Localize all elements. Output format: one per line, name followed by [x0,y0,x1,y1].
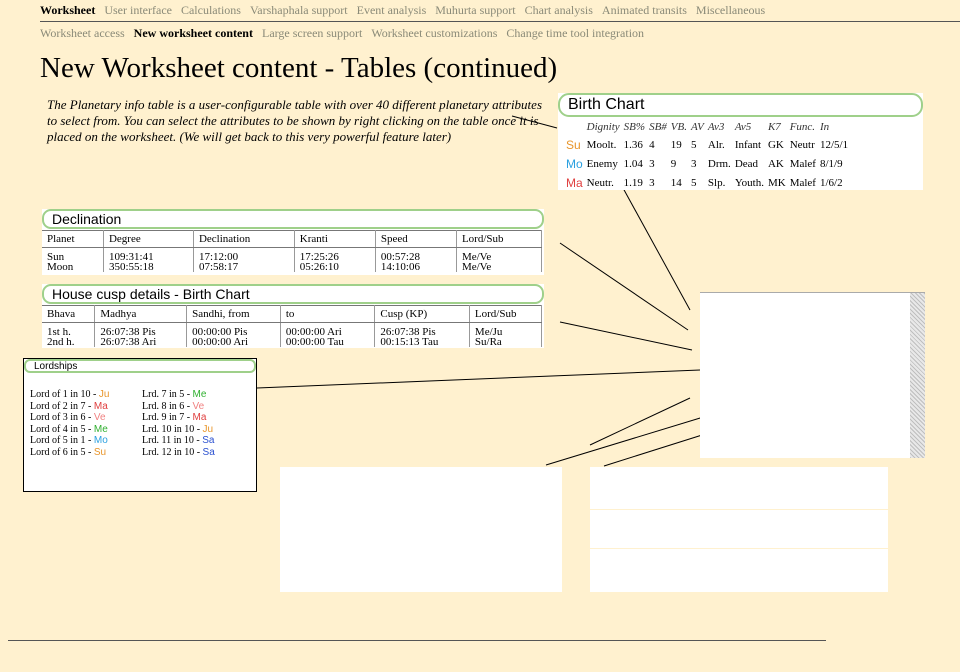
subnav-link-3[interactable]: Worksheet customizations [371,26,498,40]
table-cell: 4 [649,138,655,151]
table-cell: 07:58:17 [193,262,294,272]
table-cell: 109:31:41 [103,248,193,263]
subnav-link-4[interactable]: Change time tool integration [506,26,645,40]
table-cell: Infant [734,138,762,151]
column-header: In [819,121,830,133]
lordships-title: Lordships [24,359,256,373]
column-header: Sandhi, from [187,306,281,323]
nav-link-6[interactable]: Chart analysis [524,3,593,17]
table-cell: Malef [789,157,816,170]
nav-link-1[interactable]: User interface [104,3,172,17]
table-row[interactable] [42,323,542,338]
table-cell: 17:25:26 [294,248,375,263]
column-header: Declination [193,231,294,248]
declination-grid [42,230,542,272]
table-cell: 26:07:38 Pis [95,323,187,338]
column-header: to [280,306,375,323]
house-cusp-grid [42,305,542,347]
house-rulers-table[interactable] [590,467,888,509]
lordship-planet: Mo [93,435,108,446]
table-cell: 00:15:13 Tau [375,337,470,347]
subnav-link-2[interactable]: Large screen support [261,26,363,40]
table-cell: Dead [734,157,759,170]
house-cusp-title: House cusp details - Birth Chart [42,284,544,304]
column-header: Av3 [707,121,725,133]
lordship-entry [142,389,215,401]
house-cusp-table[interactable] [42,284,544,348]
elements-grid [280,467,562,592]
table-cell: 1.36 [623,138,643,151]
column-header: Madhya [95,306,187,323]
lordship-entry [30,435,109,447]
lordship-text: Lord of 5 in 1 - [30,435,94,446]
lordship-entry [30,412,109,424]
column-header: Kranti [294,231,375,248]
table-cell: 2nd h. [42,337,95,347]
nav-link-3[interactable]: Varshaphala support [249,3,348,17]
nav-link-2[interactable]: Calculations [180,3,241,17]
birth-chart-grid [566,119,852,190]
table-cell: 17:12:00 [193,248,294,263]
table-cell: Moon [42,262,103,272]
column-header: K7 [767,121,781,133]
page-title: New Worksheet content - Tables (continued) [40,52,558,84]
column-header: Lord/Sub [469,306,541,323]
planet-details-menu[interactable] [700,292,925,458]
table-cell: 00:00:00 Tau [280,337,375,347]
nav-link-5[interactable]: Muhurta support [435,3,516,17]
table-cell: 1/6/2 [819,176,843,189]
column-header: SB# [649,121,667,133]
column-header: Planet [42,231,103,248]
table-row[interactable] [42,248,542,263]
table-cell: Me/Ve [456,262,541,272]
table-row[interactable] [566,135,852,154]
column-header: Degree [103,231,193,248]
lordships-right-column [142,389,215,458]
lordship-planet: Ma [192,412,207,423]
lordship-entry [142,412,215,424]
table-cell: 12/5/1 [819,138,849,151]
lordship-entry [142,424,215,436]
table-cell: Alr. [707,138,725,151]
lordship-text: Lrd. 12 in 10 - [142,446,203,458]
column-header: VB. [670,121,687,133]
lordship-planet: Ju [98,389,110,400]
table-cell: 9 [670,157,677,170]
birth-chart-title: Birth Chart [558,93,923,117]
table-cell: GK [767,138,784,151]
table-cell: 5 [691,138,697,151]
lordship-text: Lord of 3 in 6 - [30,412,94,423]
table-row[interactable] [42,337,542,347]
planet-code: Su [566,137,581,152]
lordship-text: Lrd. 7 in 5 - [142,389,193,400]
table-cell: 14:10:06 [375,262,456,272]
table-cell: Drm. [707,157,731,170]
table-cell: 3 [649,157,655,170]
table-row[interactable] [42,262,542,272]
table-cell: Enemy [586,157,618,170]
lordship-entry [30,424,109,436]
column-header: Speed [375,231,456,248]
table-header-row [42,231,542,248]
planet-code: Mo [566,156,583,171]
subnav-link-1[interactable]: New worksheet content [133,26,253,40]
description-text: The Planetary info table is a user-configurable table with over 40 different planetary attributes to select from. You can select the attributes to be shown by right clicking on the table once it is placed on the worksheet. (We will get back to this very powerful feature later) [47,97,543,144]
table-cell: AK [767,157,784,170]
table-cell: Neutr [789,138,815,151]
lordship-entry [142,401,215,413]
table-cell: 19 [670,138,682,151]
elements-table[interactable] [280,467,562,592]
lordship-planet: Ma [93,400,108,412]
lordship-planet: Me [93,423,108,435]
table-row[interactable] [566,173,852,190]
lordship-entry [30,401,109,413]
column-header: Lord/Sub [456,231,541,248]
lordship-planet: Ve [93,412,106,423]
lordship-entry [30,389,109,401]
birth-chart-table[interactable] [558,93,923,190]
lordship-planet: Ve [192,400,205,412]
lordships-left-column [30,389,109,458]
menu-scrollbar[interactable] [910,293,925,458]
table-cell: 3 [649,176,655,189]
nakshatra-table[interactable] [590,510,888,548]
table-row[interactable] [566,154,852,173]
lordship-text: Lord of 4 in 5 - [30,423,94,435]
table-cell: 26:07:38 Pis [375,323,470,338]
table-cell: 5 [691,176,697,189]
lordship-planet: Sa [202,446,215,458]
declination-table[interactable] [42,209,544,275]
table-cell: Me/Ju [469,323,541,338]
column-header: Dignity [586,121,620,133]
table-cell: Me/Ve [456,248,541,263]
column-header: Bhava [42,306,95,323]
footer-divider [8,640,826,641]
table-cell: 00:00:00 Pis [187,323,281,338]
lordship-text: Lord of 6 in 5 - [30,446,94,458]
table-cell: Moolt. [586,138,617,151]
lordship-text: Lord of 1 in 10 - [30,389,99,400]
table-cell: MK [767,176,786,189]
nav-link-0[interactable]: Worksheet [40,3,96,17]
column-header: Av5 [734,121,752,133]
table-cell: Slp. [707,176,726,189]
table-cell: 3 [691,157,697,170]
lordship-entry [142,447,215,459]
table-header-row [566,119,852,135]
planet-code: Ma [566,175,583,190]
lordship-entry [142,435,215,447]
table-cell: 14 [670,176,682,189]
declination-title: Declination [42,209,544,229]
table-cell: 350:55:18 [103,262,193,272]
lordship-text: Lrd. 9 in 7 - [142,412,193,423]
lordship-text: Lrd. 8 in 6 - [142,400,193,412]
nav-link-4[interactable]: Event analysis [356,3,427,17]
table-header-row [42,306,542,323]
table-cell: 05:26:10 [294,262,375,272]
lordship-entry [30,447,109,459]
table-cell: Su/Ra [469,337,541,347]
lordship-planet: Me [192,389,207,400]
lordship-text: Lrd. 11 in 10 - [142,435,203,446]
table-cell: 1st h. [42,323,95,338]
table-cell: 00:00:00 Ari [280,323,375,338]
lordship-planet: Su [93,446,107,458]
table-cell: 00:57:28 [375,248,456,263]
lordship-text: Lrd. 10 in 10 - [142,423,203,435]
column-header: AV [691,121,704,133]
table-cell: 1.04 [623,157,643,170]
shadbala-table[interactable] [590,549,888,592]
table-cell: 1.19 [623,176,643,189]
nav-link-8[interactable]: Miscellaneous [695,3,766,17]
column-header [566,119,587,135]
column-header: Cusp (KP) [375,306,470,323]
table-cell: Neutr. [586,176,614,189]
table-cell: Youth. [734,176,764,189]
subnav-link-0[interactable]: Worksheet access [40,26,125,40]
table-cell: Malef [789,176,816,189]
lordship-planet: Sa [202,435,215,446]
table-cell: 26:07:38 Ari [95,337,187,347]
column-header: SB% [623,121,646,133]
lordships-table[interactable] [23,358,257,492]
lordship-planet: Ju [202,423,214,435]
nav-link-7[interactable]: Animated transits [601,3,687,17]
table-cell: 8/1/9 [819,157,843,170]
lordship-text: Lord of 2 in 7 - [30,400,94,412]
table-cell: Sun [42,248,103,263]
column-header: Func. [789,121,816,133]
table-cell: 00:00:00 Ari [187,337,281,347]
